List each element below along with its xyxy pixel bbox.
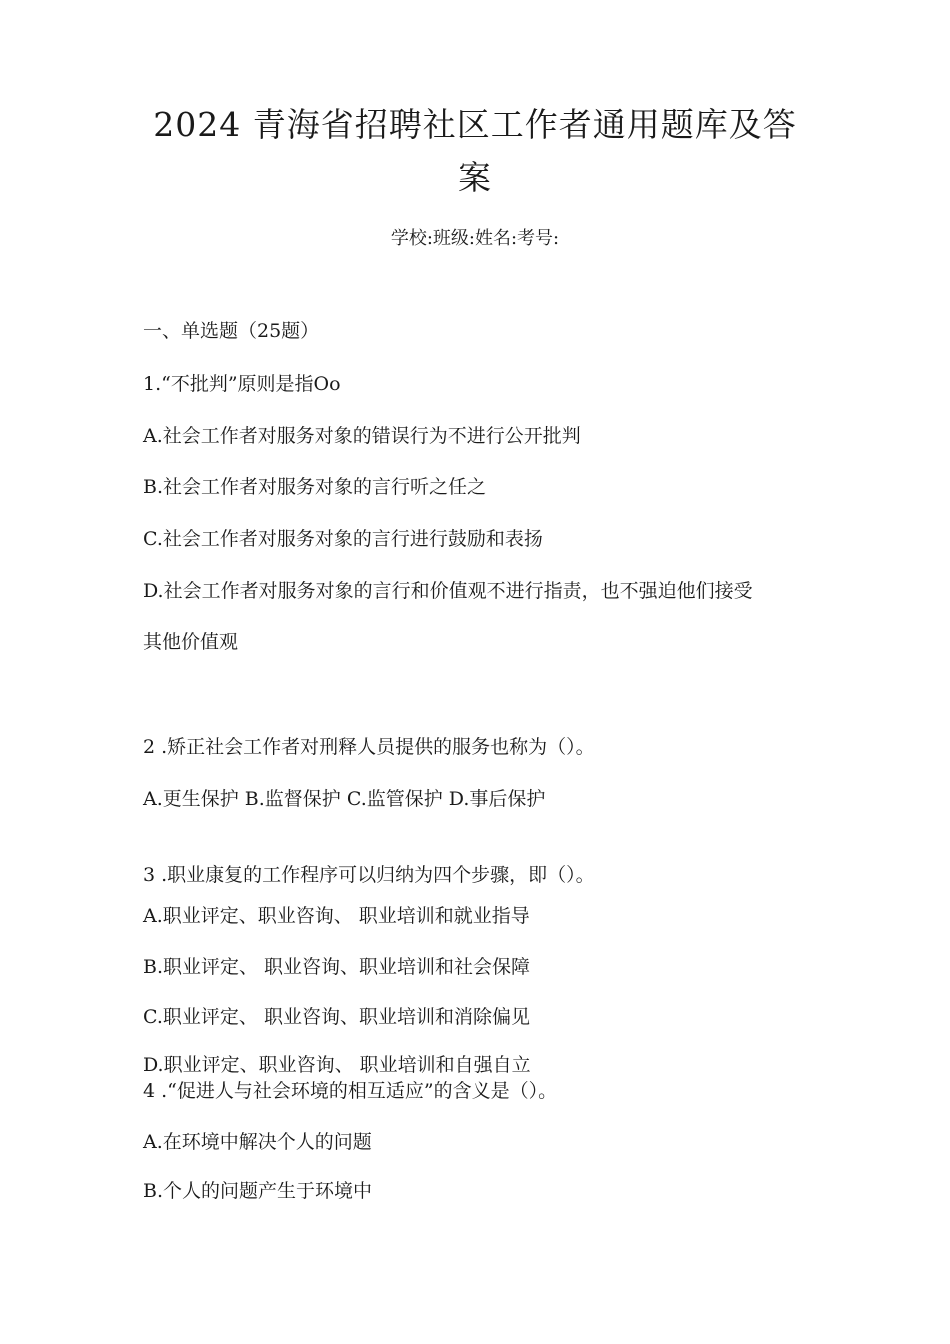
question-3-option-b: B.职业评定、 职业咨询、职业培训和社会保障: [143, 956, 531, 978]
question-1-stem: 1.“不批判”原则是指Oo: [143, 373, 341, 395]
question-4-stem: 4 .“促进人与社会环境的相互适应”的含义是（）。: [143, 1080, 558, 1102]
document-title-line-1: 2024 青海省招聘社区工作者通用题库及答: [153, 105, 797, 144]
student-info-line: 学校:班级:姓名:考号:: [390, 228, 560, 249]
question-2-stem: 2 .矫正社会工作者对刑释人员提供的服务也称为（）。: [143, 736, 595, 758]
question-1-option-b: B.社会工作者对服务对象的言行听之任之: [143, 476, 487, 498]
question-4-option-a: A.在环境中解决个人的问题: [143, 1131, 372, 1153]
question-3-option-c: C.职业评定、 职业咨询、职业培训和消除偏见: [143, 1006, 530, 1028]
question-2-options: A.更生保护 B.监督保护 C.监管保护 D.事后保护: [143, 788, 546, 810]
document-title-line-2: 案: [458, 158, 492, 197]
section-heading: 一、单选题（25题）: [143, 320, 320, 342]
question-1-option-a: A.社会工作者对服务对象的错误行为不进行公开批判: [143, 425, 581, 447]
question-1-option-c: C.社会工作者对服务对象的言行进行鼓励和表扬: [143, 528, 543, 550]
question-1-option-d: D.社会工作者对服务对象的言行和价值观不进行指责，也不强迫他们接受: [143, 580, 753, 602]
question-4-option-b: B.个人的问题产生于环境中: [143, 1180, 373, 1202]
question-1-option-d-continued: 其他价值观: [143, 631, 239, 653]
question-3-option-a: A.职业评定、职业咨询、 职业培训和就业指导: [143, 905, 530, 927]
question-3-option-d: D.职业评定、职业咨询、 职业培训和自强自立: [143, 1054, 531, 1076]
question-3-stem: 3 .职业康复的工作程序可以归纳为四个步骤，即（）。: [143, 864, 595, 886]
